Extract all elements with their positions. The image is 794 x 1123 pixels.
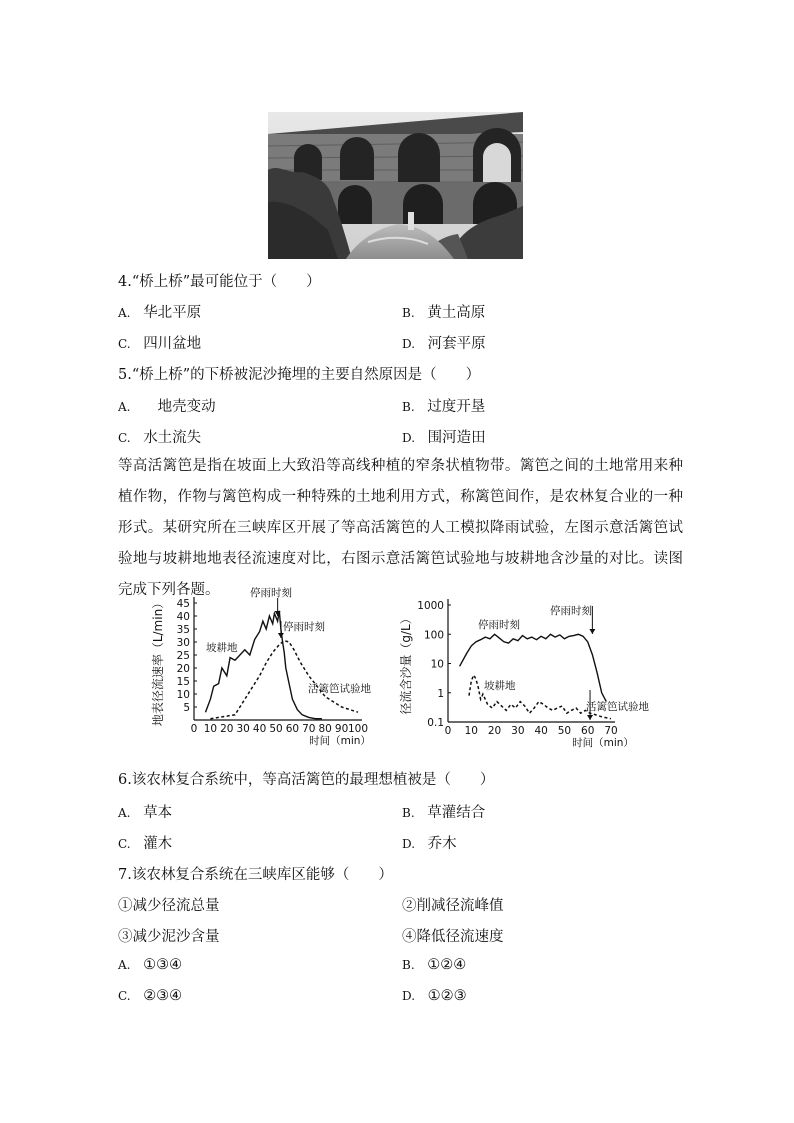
q5-option-a-label: A. [118, 400, 131, 414]
q7-stem: 7.该农林复合系统在三峡库区能够（ ） [118, 867, 393, 883]
x-axis-title: 时间（min） [309, 735, 371, 747]
q5-stem: 5.“桥上桥”的下桥被泥沙掩埋的主要自然原因是（ ） [118, 367, 481, 383]
q6-option-c[interactable] [118, 832, 172, 853]
q4-option-a[interactable] [118, 301, 201, 322]
y-tick-label: 1 [437, 687, 444, 700]
q5-option-a-text: 地壳变动 [143, 399, 216, 415]
q7-option-c-text: ②③④ [143, 988, 183, 1004]
q7-option-b-label: B. [402, 958, 415, 972]
q5-option-c-text: 水土流失 [143, 430, 202, 446]
q6-option-d-text: 乔木 [427, 836, 457, 852]
y-tick-label: 25 [176, 650, 190, 662]
y-tick-label: 30 [176, 637, 190, 649]
x-tick-label: 10 [464, 725, 478, 737]
q7-statement-4: ④降低径流速度 [402, 929, 504, 945]
series-line-slope-farmland [460, 634, 607, 701]
y-tick-label: 20 [176, 663, 190, 675]
x-tick-label: 40 [252, 723, 267, 735]
q7-option-a-label: A. [118, 958, 131, 972]
chart-annotation: 停雨时刻 [550, 605, 592, 617]
x-tick-label: 20 [220, 723, 234, 735]
q6-option-b[interactable] [402, 801, 485, 822]
q7-option-c[interactable] [118, 988, 182, 1004]
q7-option-b-text: ①②④ [427, 957, 467, 973]
q5-option-d-label: D. [402, 431, 416, 445]
q7-option-d-text: ①②③ [427, 988, 467, 1004]
stop-rain-arrow-icon [278, 633, 284, 638]
y-axis-title: 地表径流速率（L/min） [151, 596, 165, 727]
x-axis-title: 时间（min） [572, 737, 634, 749]
y-tick-label: 1000 [417, 600, 444, 612]
x-tick-label: 0 [444, 725, 452, 737]
x-tick-label: 60 [285, 723, 300, 735]
x-tick-label: 30 [236, 723, 250, 735]
q6-option-d[interactable] [402, 832, 457, 853]
chart-annotation: 停雨时刻 [478, 619, 520, 631]
y-axis-title: 径流含沙量（g/L） [399, 612, 413, 715]
x-tick-label: 40 [534, 725, 548, 737]
q7-option-c-label: C. [118, 989, 131, 1003]
q7-statement-2: ②削减径流峰值 [402, 898, 504, 914]
y-tick-label: 100 [423, 629, 444, 642]
q7-option-a-text: ①③④ [143, 957, 183, 973]
passage-text: 等高活篱笆是指在坡面上大致沿等高线种植的窄条状植物带。篱笆之间的土地常用来种植作物，作物与篱笆构成一种特殊的土地利用方式，称篱笆间作，是农林复合业的一种形式。某研究所在三峡库区开展了等高活篱笆的人工模拟降雨试验，左图示意活篱笆试验地与坡耕地地表径流速度对比，右图示意活篱笆试验地与坡耕地含沙量的对比。读图完成下列各题。 [118, 458, 683, 598]
x-tick-label: 100 [347, 723, 369, 735]
y-tick-label: 35 [176, 624, 190, 636]
q5-option-c-label: C. [118, 431, 131, 445]
chart-annotation: 停雨时刻 [250, 587, 292, 599]
q6-option-b-label: B. [402, 806, 415, 820]
q5-option-d-text: 围河造田 [427, 430, 486, 446]
q5-option-b[interactable] [402, 395, 485, 416]
q4-option-b-label: B. [402, 306, 415, 320]
chart-annotation: 坡耕地 [484, 680, 516, 692]
q6-option-d-label: D. [402, 837, 416, 851]
chart-annotation: 活篱笆试验地 [586, 701, 649, 713]
x-tick-label: 30 [511, 725, 525, 737]
q4-option-a-label: A. [118, 306, 131, 320]
q4-option-d[interactable] [402, 332, 486, 353]
x-tick-label: 20 [487, 725, 502, 737]
x-tick-label: 0 [190, 723, 198, 735]
bridge-photo [268, 112, 523, 259]
stop-rain-arrow-icon [587, 715, 593, 720]
x-tick-label: 50 [269, 723, 283, 735]
x-tick-label: 70 [604, 725, 618, 737]
q5-option-c[interactable] [118, 426, 201, 447]
chart-annotation: 坡耕地 [206, 642, 238, 654]
q7-statement-1: ①减少径流总量 [118, 898, 220, 914]
q7-option-d-label: D. [402, 989, 416, 1003]
x-tick-label: 50 [557, 725, 572, 737]
q4-option-a-text: 华北平原 [143, 305, 202, 321]
q6-option-c-label: C. [118, 837, 131, 851]
q7-option-b[interactable] [402, 957, 466, 973]
y-tick-label: 10 [176, 689, 190, 701]
q6-stem: 6.该农林复合系统中，等高活篱笆的最理想植被是（ ） [118, 772, 495, 788]
q7-option-d[interactable] [402, 988, 467, 1004]
chart-annotation: 停雨时刻 [283, 621, 325, 633]
q6-option-c-text: 灌木 [143, 836, 173, 852]
q4-stem: 4.“桥上桥”最可能位于（ ） [118, 274, 321, 290]
x-tick-label: 10 [203, 723, 218, 735]
runoff-rate-chart [150, 586, 385, 756]
q4-option-b-text: 黄土高原 [427, 305, 486, 321]
q4-option-b[interactable] [402, 301, 485, 322]
q6-option-a-label: A. [118, 806, 131, 820]
q4-option-c-text: 四川盆地 [143, 336, 202, 352]
q6-option-a-text: 草本 [143, 805, 173, 821]
y-tick-label: 15 [176, 676, 190, 688]
q4-option-d-label: D. [402, 337, 416, 351]
x-tick-label: 60 [581, 725, 595, 737]
q5-option-a[interactable] [118, 395, 216, 416]
y-tick-label: 40 [176, 611, 190, 623]
q4-option-c-label: C. [118, 337, 131, 351]
x-tick-label: 80 [318, 723, 332, 735]
y-tick-label: 45 [176, 598, 190, 610]
q7-statement-3: ③减少泥沙含量 [118, 929, 220, 945]
y-tick-label: 10 [430, 658, 444, 671]
sediment-content-chart [398, 592, 649, 757]
stop-rain-arrow-icon [589, 629, 595, 634]
q4-option-d-text: 河套平原 [427, 336, 486, 352]
x-tick-label: 90 [334, 723, 349, 735]
x-tick-label: 70 [302, 723, 316, 735]
q5-option-b-text: 过度开垦 [427, 399, 486, 415]
q5-option-d[interactable] [402, 426, 486, 447]
q5-option-b-label: B. [402, 400, 415, 414]
y-tick-label: 5 [183, 702, 190, 714]
q6-option-b-text: 草灌结合 [427, 805, 486, 821]
chart-annotation: 活篱笆试验地 [308, 683, 371, 695]
q6-option-a[interactable] [118, 801, 172, 822]
y-tick-label: 0.1 [427, 717, 444, 729]
q7-option-a[interactable] [118, 957, 182, 973]
q4-option-c[interactable] [118, 332, 201, 353]
